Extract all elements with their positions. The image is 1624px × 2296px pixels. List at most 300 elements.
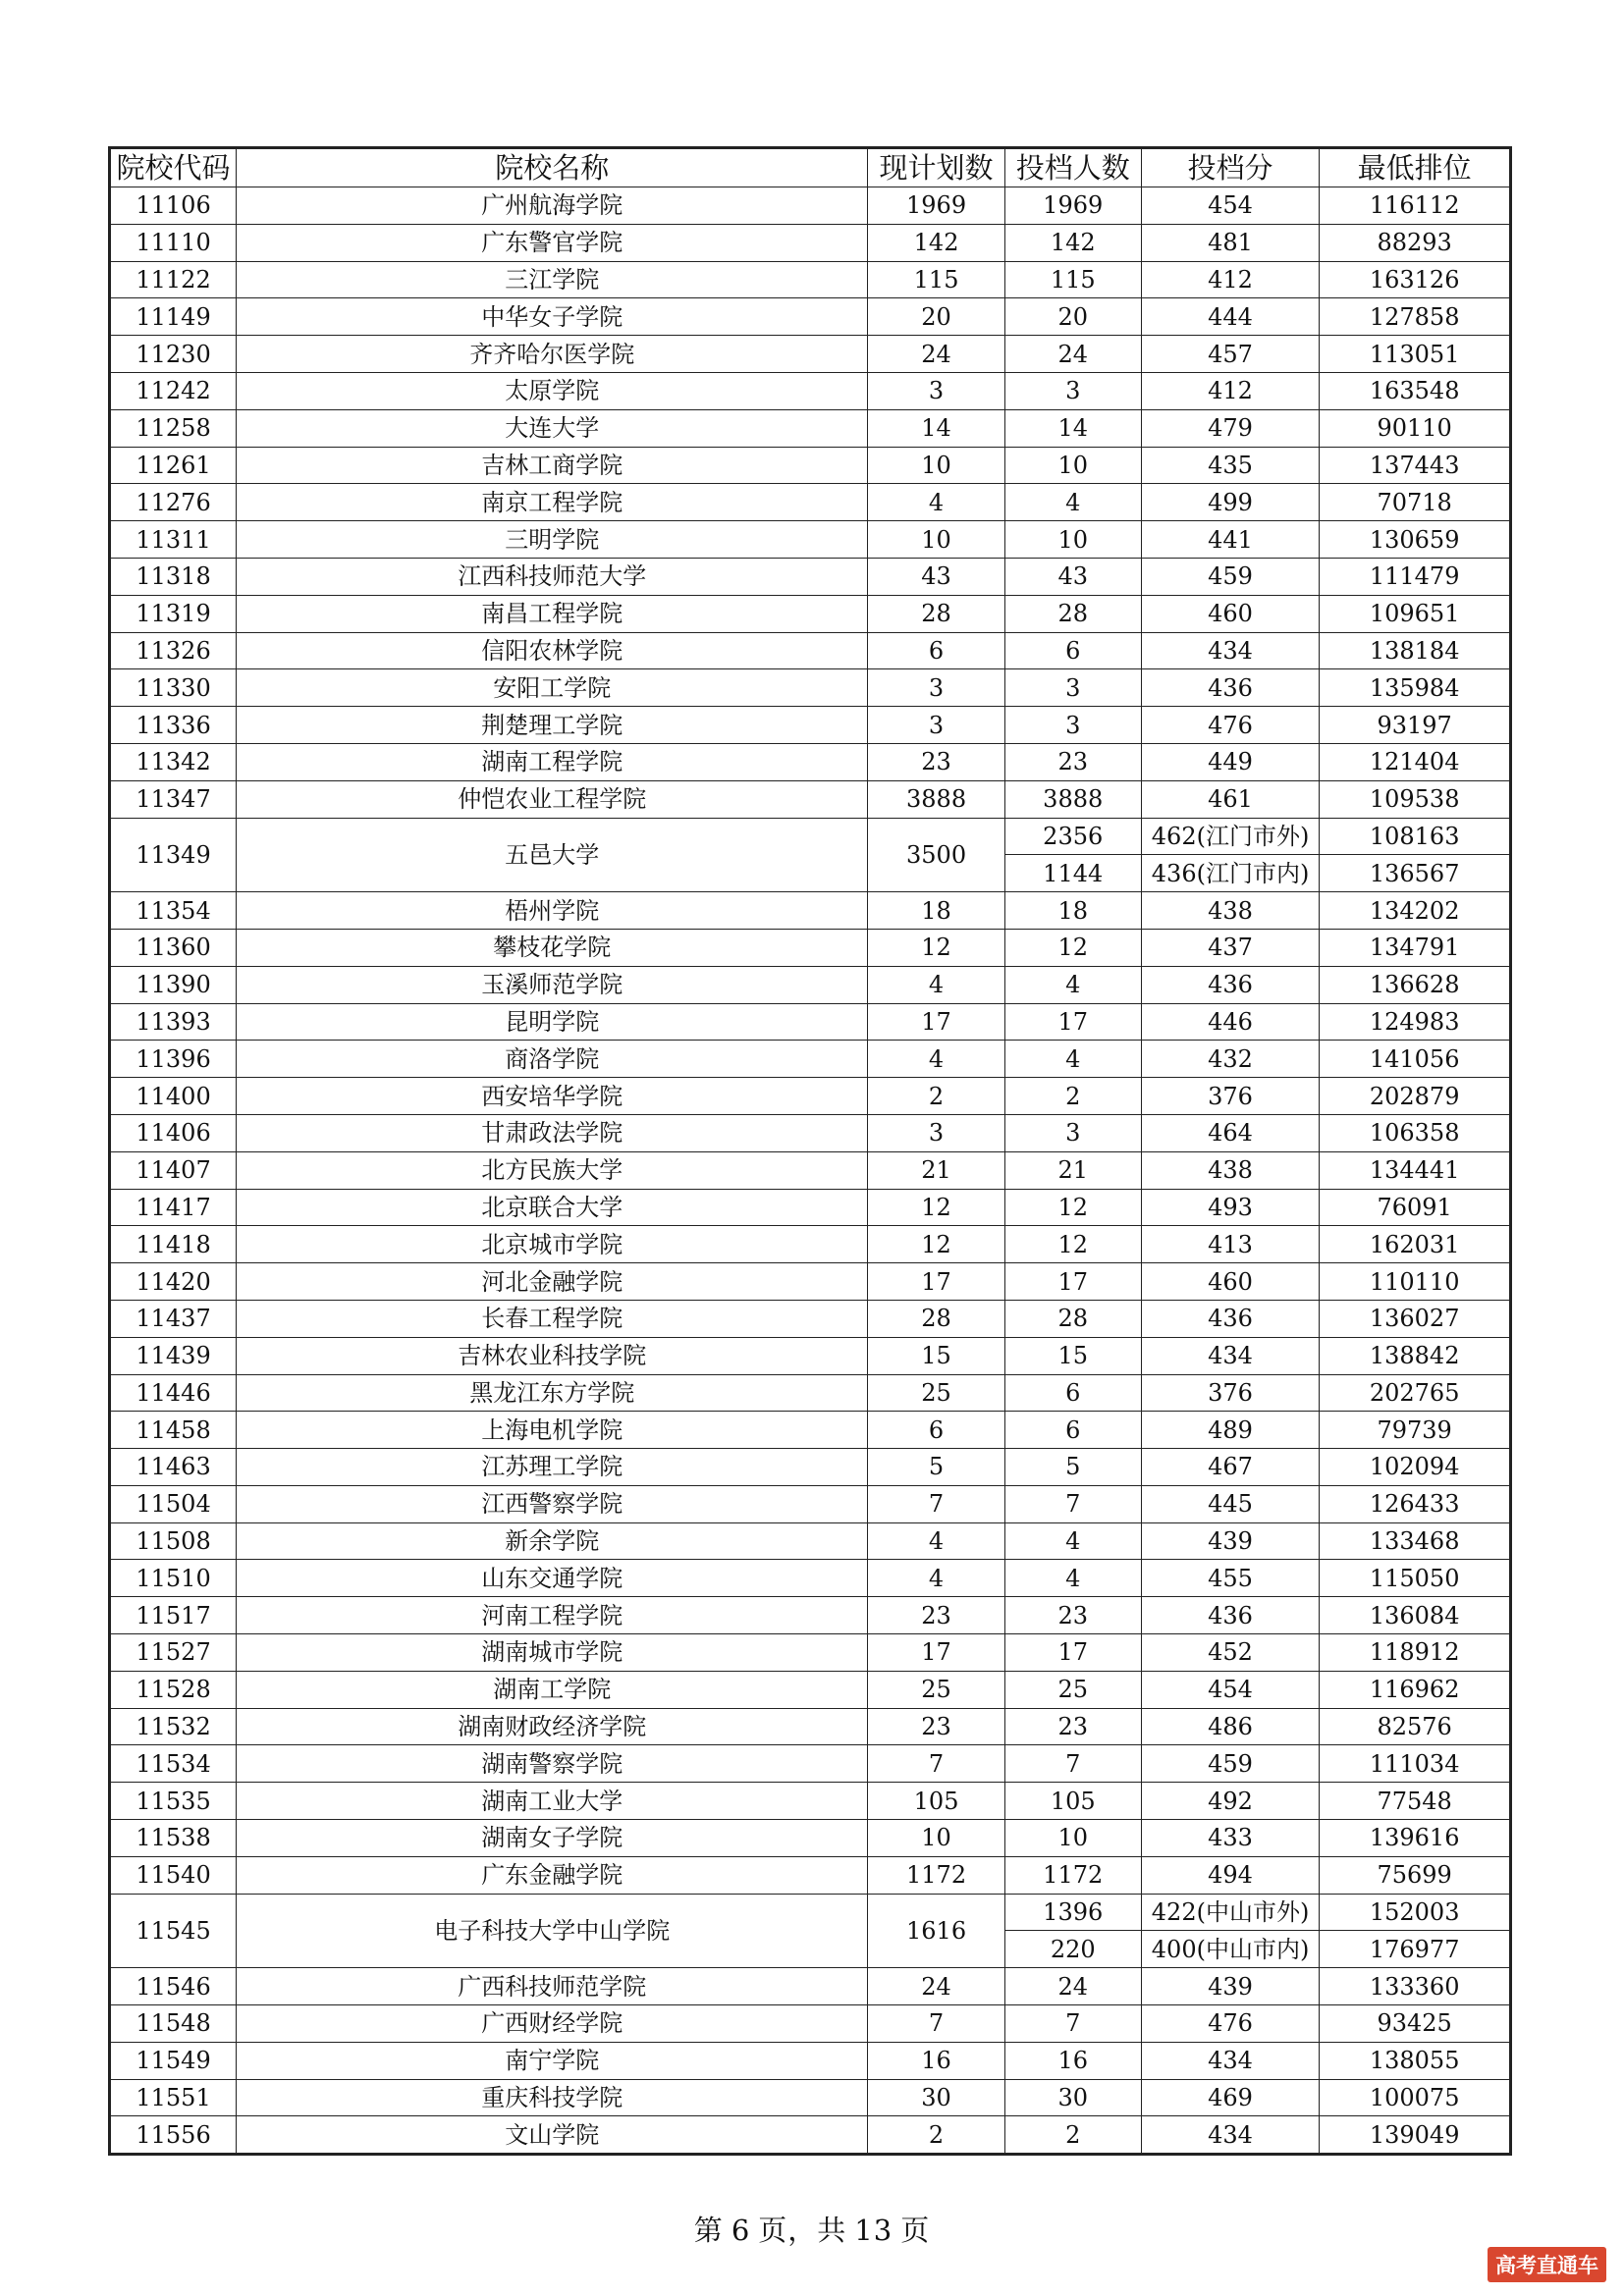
cell-admit-count: 4 bbox=[1004, 1560, 1141, 1597]
cell-admit-score: 439 bbox=[1141, 1968, 1320, 2005]
cell-admit-count: 17 bbox=[1004, 1263, 1141, 1301]
cell-school-name: 北京联合大学 bbox=[237, 1189, 868, 1226]
cell-admit-score: 437 bbox=[1141, 929, 1320, 966]
cell-min-rank: 136628 bbox=[1320, 966, 1511, 1003]
cell-min-rank: 163126 bbox=[1320, 261, 1511, 298]
cell-school-name: 湖南工学院 bbox=[237, 1671, 868, 1708]
cell-school-code: 11549 bbox=[110, 2042, 237, 2079]
table-row bbox=[110, 669, 1511, 707]
table-row bbox=[110, 966, 1511, 1003]
cell-school-code: 11349 bbox=[110, 818, 237, 892]
cell-admit-count: 18 bbox=[1004, 892, 1141, 930]
cell-admit-count: 21 bbox=[1004, 1151, 1141, 1189]
cell-admit-count: 3888 bbox=[1004, 780, 1141, 818]
cell-min-rank: 139049 bbox=[1320, 2116, 1511, 2155]
table-row bbox=[110, 632, 1511, 669]
table-row bbox=[110, 892, 1511, 930]
cell-school-code: 11517 bbox=[110, 1597, 237, 1634]
cell-min-rank: 90110 bbox=[1320, 409, 1511, 447]
table-row bbox=[110, 2116, 1511, 2155]
cell-school-name: 吉林工商学院 bbox=[237, 447, 868, 484]
cell-school-name: 湖南女子学院 bbox=[237, 1820, 868, 1857]
cell-min-rank: 111034 bbox=[1320, 1745, 1511, 1783]
table-row bbox=[110, 929, 1511, 966]
cell-admit-score: 412 bbox=[1141, 261, 1320, 298]
cell-school-code: 11258 bbox=[110, 409, 237, 447]
cell-admit-score: 460 bbox=[1141, 1263, 1320, 1301]
cell-admit-count: 20 bbox=[1004, 298, 1141, 336]
cell-plan-count: 3 bbox=[868, 372, 1004, 409]
header-school-code: 院校代码 bbox=[110, 148, 237, 187]
cell-min-rank: 111479 bbox=[1320, 558, 1511, 595]
cell-plan-count: 10 bbox=[868, 1820, 1004, 1857]
cell-school-name: 玉溪师范学院 bbox=[237, 966, 868, 1003]
cell-min-rank: 136084 bbox=[1320, 1597, 1511, 1634]
cell-admit-count: 4 bbox=[1004, 1041, 1141, 1078]
cell-plan-count: 4 bbox=[868, 484, 1004, 521]
cell-admit-count: 43 bbox=[1004, 558, 1141, 595]
cell-plan-count: 28 bbox=[868, 595, 1004, 632]
cell-min-rank: 136027 bbox=[1320, 1300, 1511, 1337]
cell-school-name: 三明学院 bbox=[237, 521, 868, 559]
table-row bbox=[110, 818, 1511, 855]
cell-admit-count: 12 bbox=[1004, 1189, 1141, 1226]
table-row bbox=[110, 372, 1511, 409]
footer-suffix: 页 bbox=[900, 2214, 931, 2247]
cell-school-name: 南京工程学院 bbox=[237, 484, 868, 521]
cell-min-rank: 163548 bbox=[1320, 372, 1511, 409]
table-row bbox=[110, 1263, 1511, 1301]
cell-admit-count: 28 bbox=[1004, 1300, 1141, 1337]
cell-admit-score: 455 bbox=[1141, 1560, 1320, 1597]
cell-admit-count: 23 bbox=[1004, 1597, 1141, 1634]
cell-school-code: 11527 bbox=[110, 1634, 237, 1672]
table-row bbox=[110, 2005, 1511, 2043]
cell-admit-count: 3 bbox=[1004, 707, 1141, 744]
cell-admit-score: 432 bbox=[1141, 1041, 1320, 1078]
table-row bbox=[110, 780, 1511, 818]
cell-plan-count: 12 bbox=[868, 929, 1004, 966]
cell-admit-score: 481 bbox=[1141, 224, 1320, 261]
cell-school-name: 中华女子学院 bbox=[237, 298, 868, 336]
cell-admit-score: 499 bbox=[1141, 484, 1320, 521]
table-row bbox=[110, 1856, 1511, 1894]
cell-school-name: 广西科技师范学院 bbox=[237, 1968, 868, 2005]
cell-min-rank: 124983 bbox=[1320, 1003, 1511, 1041]
table-row bbox=[110, 336, 1511, 373]
cell-plan-count: 30 bbox=[868, 2079, 1004, 2116]
table-row bbox=[110, 1820, 1511, 1857]
cell-plan-count: 1616 bbox=[868, 1894, 1004, 1968]
cell-admit-score: 412 bbox=[1141, 372, 1320, 409]
cell-admit-score: 434 bbox=[1141, 632, 1320, 669]
table-row bbox=[110, 743, 1511, 780]
cell-min-rank: 138842 bbox=[1320, 1337, 1511, 1374]
cell-min-rank: 176977 bbox=[1320, 1931, 1511, 1968]
cell-school-code: 11532 bbox=[110, 1708, 237, 1745]
cell-admit-score: 445 bbox=[1141, 1485, 1320, 1522]
cell-school-name: 山东交通学院 bbox=[237, 1560, 868, 1597]
cell-plan-count: 6 bbox=[868, 1412, 1004, 1449]
cell-min-rank: 127858 bbox=[1320, 298, 1511, 336]
cell-admit-count: 4 bbox=[1004, 1522, 1141, 1560]
cell-school-name: 北方民族大学 bbox=[237, 1151, 868, 1189]
cell-min-rank: 110110 bbox=[1320, 1263, 1511, 1301]
cell-school-code: 11446 bbox=[110, 1374, 237, 1412]
cell-admit-count: 1396 bbox=[1004, 1894, 1141, 1931]
cell-min-rank: 116112 bbox=[1320, 187, 1511, 225]
cell-admit-score: 436 bbox=[1141, 1597, 1320, 1634]
cell-min-rank: 152003 bbox=[1320, 1894, 1511, 1931]
cell-admit-score: 452 bbox=[1141, 1634, 1320, 1672]
cell-plan-count: 2 bbox=[868, 1078, 1004, 1115]
cell-school-name: 湖南工业大学 bbox=[237, 1783, 868, 1820]
cell-admit-count: 12 bbox=[1004, 1226, 1141, 1263]
cell-min-rank: 130659 bbox=[1320, 521, 1511, 559]
table-row bbox=[110, 409, 1511, 447]
cell-school-name: 甘肃政法学院 bbox=[237, 1114, 868, 1151]
cell-school-name: 广州航海学院 bbox=[237, 187, 868, 225]
table-row bbox=[110, 261, 1511, 298]
cell-min-rank: 137443 bbox=[1320, 447, 1511, 484]
cell-school-name: 荆楚理工学院 bbox=[237, 707, 868, 744]
cell-plan-count: 21 bbox=[868, 1151, 1004, 1189]
cell-school-code: 11463 bbox=[110, 1449, 237, 1486]
cell-admit-count: 30 bbox=[1004, 2079, 1141, 2116]
cell-admit-score: 449 bbox=[1141, 743, 1320, 780]
cell-school-name: 安阳工学院 bbox=[237, 669, 868, 707]
cell-admit-count: 10 bbox=[1004, 447, 1141, 484]
cell-school-name: 三江学院 bbox=[237, 261, 868, 298]
table-row bbox=[110, 1560, 1511, 1597]
cell-plan-count: 15 bbox=[868, 1337, 1004, 1374]
table-body bbox=[110, 187, 1511, 2155]
cell-min-rank: 162031 bbox=[1320, 1226, 1511, 1263]
cell-admit-score: 436 bbox=[1141, 669, 1320, 707]
cell-school-code: 11319 bbox=[110, 595, 237, 632]
cell-min-rank: 134791 bbox=[1320, 929, 1511, 966]
cell-school-name: 黑龙江东方学院 bbox=[237, 1374, 868, 1412]
table-row bbox=[110, 1968, 1511, 2005]
cell-admit-count: 2 bbox=[1004, 1078, 1141, 1115]
cell-plan-count: 7 bbox=[868, 2005, 1004, 2043]
cell-admit-score: 376 bbox=[1141, 1078, 1320, 1115]
cell-admit-count: 12 bbox=[1004, 929, 1141, 966]
cell-min-rank: 134202 bbox=[1320, 892, 1511, 930]
cell-min-rank: 121404 bbox=[1320, 743, 1511, 780]
cell-school-code: 11122 bbox=[110, 261, 237, 298]
cell-school-code: 11417 bbox=[110, 1189, 237, 1226]
table-row bbox=[110, 707, 1511, 744]
cell-school-name: 河南工程学院 bbox=[237, 1597, 868, 1634]
cell-plan-count: 2 bbox=[868, 2116, 1004, 2155]
cell-admit-score: 454 bbox=[1141, 187, 1320, 225]
cell-min-rank: 126433 bbox=[1320, 1485, 1511, 1522]
cell-school-name: 昆明学院 bbox=[237, 1003, 868, 1041]
cell-plan-count: 1172 bbox=[868, 1856, 1004, 1894]
table-row bbox=[110, 2079, 1511, 2116]
cell-min-rank: 82576 bbox=[1320, 1708, 1511, 1745]
cell-plan-count: 4 bbox=[868, 1522, 1004, 1560]
cell-admit-score: 460 bbox=[1141, 595, 1320, 632]
cell-min-rank: 93425 bbox=[1320, 2005, 1511, 2043]
table-row bbox=[110, 1894, 1511, 1931]
cell-school-name: 湖南工程学院 bbox=[237, 743, 868, 780]
table-row bbox=[110, 1189, 1511, 1226]
cell-admit-count: 1172 bbox=[1004, 1856, 1141, 1894]
cell-admit-score: 467 bbox=[1141, 1449, 1320, 1486]
cell-school-code: 11528 bbox=[110, 1671, 237, 1708]
cell-min-rank: 77548 bbox=[1320, 1783, 1511, 1820]
cell-admit-score: 438 bbox=[1141, 892, 1320, 930]
cell-school-code: 11420 bbox=[110, 1263, 237, 1301]
cell-admit-score: 441 bbox=[1141, 521, 1320, 559]
cell-admit-score: 494 bbox=[1141, 1856, 1320, 1894]
cell-plan-count: 23 bbox=[868, 1708, 1004, 1745]
cell-admit-score: 376 bbox=[1141, 1374, 1320, 1412]
cell-school-code: 11545 bbox=[110, 1894, 237, 1968]
cell-school-name: 湖南财政经济学院 bbox=[237, 1708, 868, 1745]
table-row bbox=[110, 1485, 1511, 1522]
cell-admit-score: 461 bbox=[1141, 780, 1320, 818]
cell-school-code: 11437 bbox=[110, 1300, 237, 1337]
cell-plan-count: 20 bbox=[868, 298, 1004, 336]
cell-min-rank: 109538 bbox=[1320, 780, 1511, 818]
cell-school-code: 11354 bbox=[110, 892, 237, 930]
cell-school-name: 河北金融学院 bbox=[237, 1263, 868, 1301]
cell-admit-score: 486 bbox=[1141, 1708, 1320, 1745]
cell-admit-score: 489 bbox=[1141, 1412, 1320, 1449]
cell-min-rank: 202879 bbox=[1320, 1078, 1511, 1115]
cell-plan-count: 24 bbox=[868, 336, 1004, 373]
table-row bbox=[110, 1671, 1511, 1708]
cell-admit-count: 23 bbox=[1004, 1708, 1141, 1745]
cell-admit-score: 400(中山市内) bbox=[1141, 1931, 1320, 1968]
cell-plan-count: 23 bbox=[868, 1597, 1004, 1634]
cell-school-code: 11439 bbox=[110, 1337, 237, 1374]
cell-admit-count: 1144 bbox=[1004, 855, 1141, 892]
cell-plan-count: 17 bbox=[868, 1634, 1004, 1672]
table-row bbox=[110, 1374, 1511, 1412]
table-row bbox=[110, 1151, 1511, 1189]
table-row bbox=[110, 1337, 1511, 1374]
cell-admit-count: 16 bbox=[1004, 2042, 1141, 2079]
cell-school-name: 上海电机学院 bbox=[237, 1412, 868, 1449]
admission-score-table bbox=[108, 146, 1512, 2156]
cell-admit-score: 436 bbox=[1141, 966, 1320, 1003]
table-row bbox=[110, 1745, 1511, 1783]
cell-school-code: 11406 bbox=[110, 1114, 237, 1151]
cell-min-rank: 76091 bbox=[1320, 1189, 1511, 1226]
cell-admit-score: 434 bbox=[1141, 1337, 1320, 1374]
cell-school-code: 11242 bbox=[110, 372, 237, 409]
table-row bbox=[110, 1226, 1511, 1263]
cell-school-code: 11418 bbox=[110, 1226, 237, 1263]
cell-school-name: 北京城市学院 bbox=[237, 1226, 868, 1263]
cell-admit-score: 436 bbox=[1141, 1300, 1320, 1337]
cell-plan-count: 14 bbox=[868, 409, 1004, 447]
cell-admit-count: 220 bbox=[1004, 1931, 1141, 1968]
cell-admit-count: 23 bbox=[1004, 743, 1141, 780]
cell-min-rank: 135984 bbox=[1320, 669, 1511, 707]
cell-school-code: 11326 bbox=[110, 632, 237, 669]
cell-admit-count: 142 bbox=[1004, 224, 1141, 261]
table-row bbox=[110, 1300, 1511, 1337]
cell-school-name: 江西警察学院 bbox=[237, 1485, 868, 1522]
cell-school-code: 11534 bbox=[110, 1745, 237, 1783]
cell-school-name: 梧州学院 bbox=[237, 892, 868, 930]
cell-min-rank: 138055 bbox=[1320, 2042, 1511, 2079]
cell-school-code: 11393 bbox=[110, 1003, 237, 1041]
cell-admit-count: 1969 bbox=[1004, 187, 1141, 225]
cell-school-name: 湖南城市学院 bbox=[237, 1634, 868, 1672]
cell-school-code: 11336 bbox=[110, 707, 237, 744]
cell-admit-score: 479 bbox=[1141, 409, 1320, 447]
table-row bbox=[110, 1003, 1511, 1041]
cell-school-code: 11342 bbox=[110, 743, 237, 780]
cell-admit-count: 24 bbox=[1004, 336, 1141, 373]
cell-admit-score: 459 bbox=[1141, 1745, 1320, 1783]
cell-plan-count: 4 bbox=[868, 1041, 1004, 1078]
cell-admit-score: 464 bbox=[1141, 1114, 1320, 1151]
cell-min-rank: 136567 bbox=[1320, 855, 1511, 892]
cell-admit-score: 457 bbox=[1141, 336, 1320, 373]
table-row bbox=[110, 1522, 1511, 1560]
cell-school-code: 11149 bbox=[110, 298, 237, 336]
cell-min-rank: 70718 bbox=[1320, 484, 1511, 521]
footer-page-number: 6 bbox=[731, 2214, 751, 2247]
table-row bbox=[110, 1041, 1511, 1078]
cell-admit-score: 476 bbox=[1141, 2005, 1320, 2043]
cell-school-code: 11535 bbox=[110, 1783, 237, 1820]
cell-admit-score: 436(江门市内) bbox=[1141, 855, 1320, 892]
cell-admit-score: 422(中山市外) bbox=[1141, 1894, 1320, 1931]
table-row bbox=[110, 1412, 1511, 1449]
cell-min-rank: 88293 bbox=[1320, 224, 1511, 261]
cell-school-name: 吉林农业科技学院 bbox=[237, 1337, 868, 1374]
cell-admit-count: 3 bbox=[1004, 372, 1141, 409]
cell-plan-count: 3500 bbox=[868, 818, 1004, 892]
cell-school-name: 太原学院 bbox=[237, 372, 868, 409]
cell-min-rank: 138184 bbox=[1320, 632, 1511, 669]
cell-school-code: 11551 bbox=[110, 2079, 237, 2116]
cell-school-code: 11407 bbox=[110, 1151, 237, 1189]
cell-admit-count: 4 bbox=[1004, 484, 1141, 521]
watermark-logo: 高考直通车 bbox=[1488, 2247, 1606, 2282]
cell-admit-score: 454 bbox=[1141, 1671, 1320, 1708]
table-row bbox=[110, 595, 1511, 632]
cell-plan-count: 43 bbox=[868, 558, 1004, 595]
cell-school-name: 信阳农林学院 bbox=[237, 632, 868, 669]
cell-school-code: 11546 bbox=[110, 1968, 237, 2005]
cell-school-name: 大连大学 bbox=[237, 409, 868, 447]
cell-admit-count: 10 bbox=[1004, 521, 1141, 559]
footer-mid: 页，共 bbox=[758, 2214, 847, 2247]
page-footer bbox=[0, 2209, 1624, 2249]
cell-school-name: 电子科技大学中山学院 bbox=[237, 1894, 868, 1968]
cell-school-name: 广东警官学院 bbox=[237, 224, 868, 261]
cell-admit-score: 476 bbox=[1141, 707, 1320, 744]
cell-school-code: 11504 bbox=[110, 1485, 237, 1522]
cell-plan-count: 25 bbox=[868, 1671, 1004, 1708]
cell-plan-count: 23 bbox=[868, 743, 1004, 780]
cell-min-rank: 134441 bbox=[1320, 1151, 1511, 1189]
cell-plan-count: 142 bbox=[868, 224, 1004, 261]
cell-plan-count: 3 bbox=[868, 669, 1004, 707]
cell-min-rank: 141056 bbox=[1320, 1041, 1511, 1078]
cell-school-code: 11360 bbox=[110, 929, 237, 966]
table-row bbox=[110, 1114, 1511, 1151]
cell-school-code: 11510 bbox=[110, 1560, 237, 1597]
cell-school-name: 齐齐哈尔医学院 bbox=[237, 336, 868, 373]
header-admit-count: 投档人数 bbox=[1004, 148, 1141, 187]
cell-admit-score: 444 bbox=[1141, 298, 1320, 336]
cell-min-rank: 79739 bbox=[1320, 1412, 1511, 1449]
cell-school-code: 11458 bbox=[110, 1412, 237, 1449]
cell-plan-count: 28 bbox=[868, 1300, 1004, 1337]
cell-school-code: 11347 bbox=[110, 780, 237, 818]
table-row bbox=[110, 1449, 1511, 1486]
header-plan-count: 现计划数 bbox=[868, 148, 1004, 187]
cell-min-rank: 75699 bbox=[1320, 1856, 1511, 1894]
cell-admit-count: 17 bbox=[1004, 1003, 1141, 1041]
cell-school-name: 重庆科技学院 bbox=[237, 2079, 868, 2116]
cell-plan-count: 4 bbox=[868, 966, 1004, 1003]
cell-school-name: 南宁学院 bbox=[237, 2042, 868, 2079]
cell-school-code: 11540 bbox=[110, 1856, 237, 1894]
cell-school-name: 西安培华学院 bbox=[237, 1078, 868, 1115]
cell-admit-score: 435 bbox=[1141, 447, 1320, 484]
cell-school-name: 广东金融学院 bbox=[237, 1856, 868, 1894]
cell-admit-count: 24 bbox=[1004, 1968, 1141, 2005]
cell-plan-count: 7 bbox=[868, 1485, 1004, 1522]
table-row bbox=[110, 224, 1511, 261]
cell-plan-count: 4 bbox=[868, 1560, 1004, 1597]
cell-min-rank: 202765 bbox=[1320, 1374, 1511, 1412]
cell-admit-score: 438 bbox=[1141, 1151, 1320, 1189]
cell-min-rank: 109651 bbox=[1320, 595, 1511, 632]
cell-school-code: 11318 bbox=[110, 558, 237, 595]
cell-admit-score: 462(江门市外) bbox=[1141, 818, 1320, 855]
cell-school-name: 广西财经学院 bbox=[237, 2005, 868, 2043]
cell-admit-count: 4 bbox=[1004, 966, 1141, 1003]
cell-admit-count: 7 bbox=[1004, 1485, 1141, 1522]
table-header-row bbox=[110, 148, 1511, 187]
cell-min-rank: 113051 bbox=[1320, 336, 1511, 373]
cell-school-name: 长春工程学院 bbox=[237, 1300, 868, 1337]
cell-admit-count: 28 bbox=[1004, 595, 1141, 632]
cell-plan-count: 105 bbox=[868, 1783, 1004, 1820]
cell-plan-count: 3888 bbox=[868, 780, 1004, 818]
table-row bbox=[110, 1634, 1511, 1672]
cell-plan-count: 17 bbox=[868, 1003, 1004, 1041]
footer-prefix: 第 bbox=[693, 2214, 724, 2247]
cell-admit-count: 10 bbox=[1004, 1820, 1141, 1857]
cell-school-code: 11538 bbox=[110, 1820, 237, 1857]
cell-plan-count: 7 bbox=[868, 1745, 1004, 1783]
cell-admit-score: 493 bbox=[1141, 1189, 1320, 1226]
cell-min-rank: 100075 bbox=[1320, 2079, 1511, 2116]
cell-min-rank: 139616 bbox=[1320, 1820, 1511, 1857]
cell-min-rank: 115050 bbox=[1320, 1560, 1511, 1597]
table-row bbox=[110, 447, 1511, 484]
cell-plan-count: 3 bbox=[868, 707, 1004, 744]
cell-school-name: 湖南警察学院 bbox=[237, 1745, 868, 1783]
cell-admit-count: 14 bbox=[1004, 409, 1141, 447]
cell-admit-count: 105 bbox=[1004, 1783, 1141, 1820]
cell-admit-count: 5 bbox=[1004, 1449, 1141, 1486]
cell-school-code: 11556 bbox=[110, 2116, 237, 2155]
